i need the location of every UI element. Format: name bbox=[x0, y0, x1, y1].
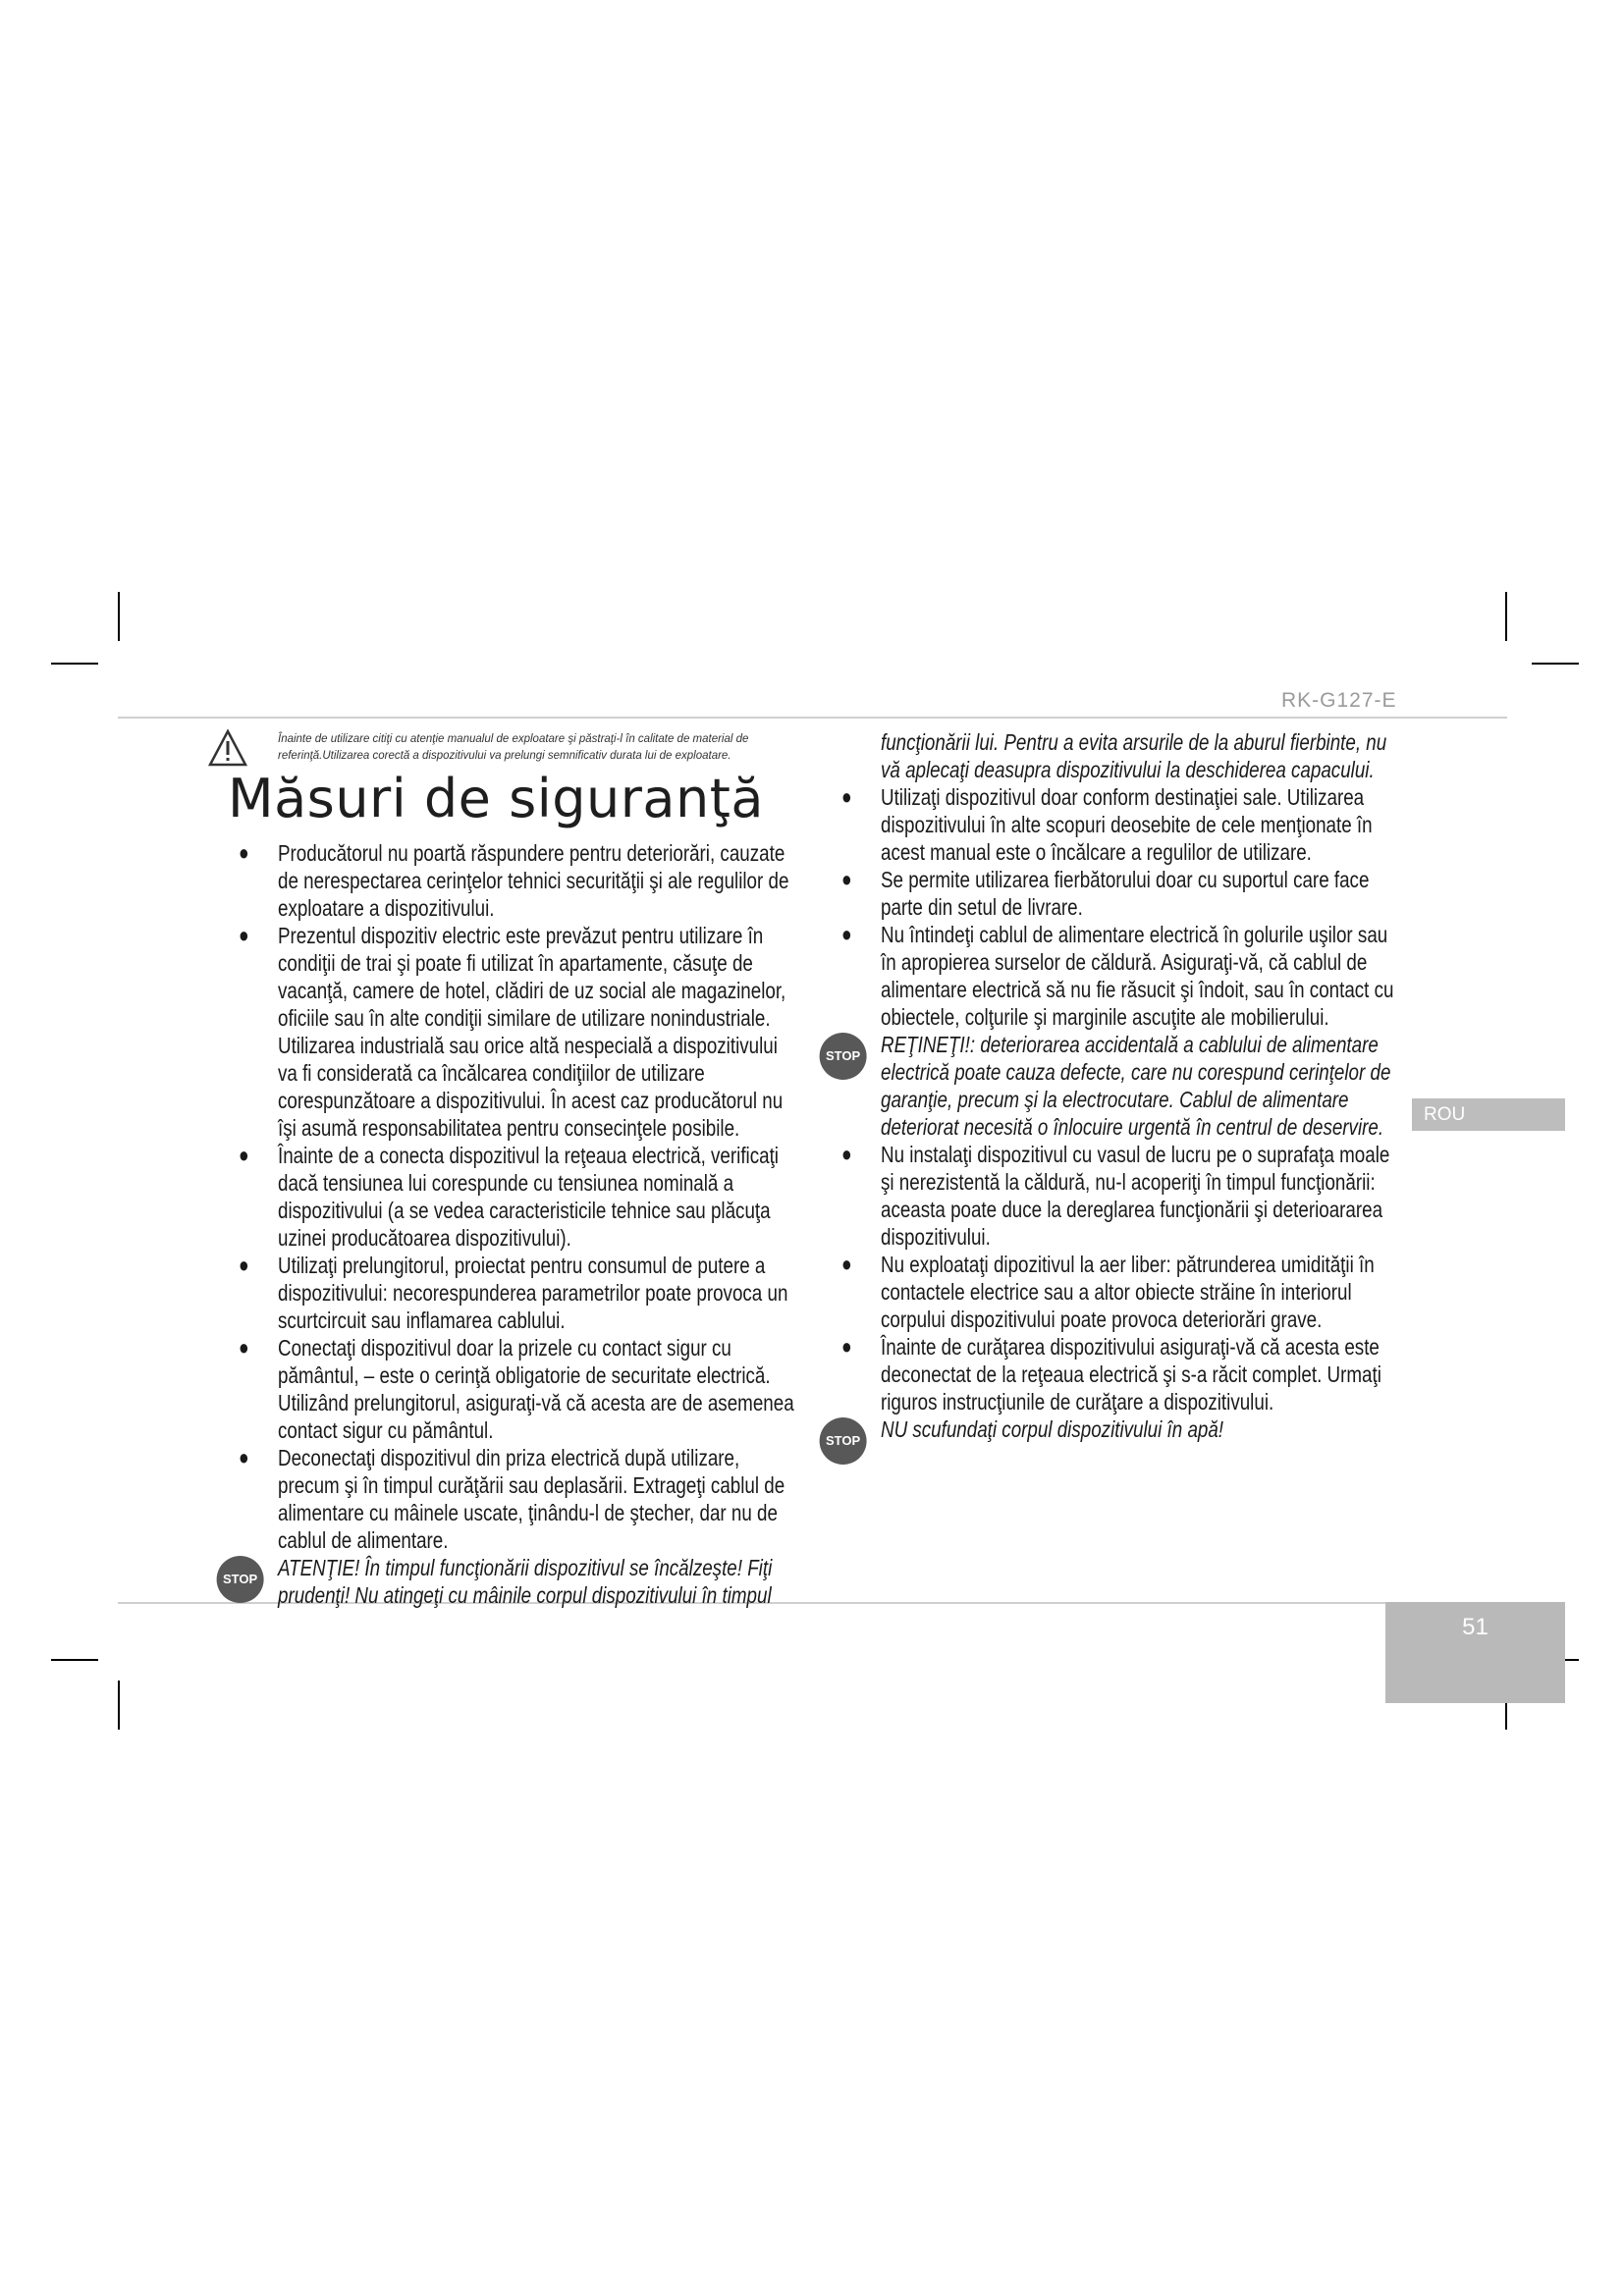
bullet-item bbox=[841, 921, 1405, 1031]
crop-mark bbox=[51, 663, 98, 665]
item-text: Se permite utilizarea fierbătorului doar cu suportul care face parte din setul de livrare. bbox=[881, 867, 1370, 920]
stop-icon: STOP bbox=[820, 1033, 867, 1080]
item-text: Conectaţi dispozitivul doar la prizele cu contact sigur cu pământul, – este o cerinţă obligatorie de securitate electrică. Utilizând prelungitorul, asiguraţi-vă că acesta are de asemenea contact sigur cu pământul. bbox=[278, 1335, 794, 1443]
page-number: 51 bbox=[1385, 1602, 1565, 1703]
stop-warning-item bbox=[223, 1554, 796, 1609]
item-text: ATENŢIE! În timpul funcţionării dispozitivul se încălzeşte! Fiţi prudenţi! Nu atingeţi cu mâinile corpul dispozitivului în timpul bbox=[278, 1555, 773, 1608]
item-text: Utilizaţi dispozitivul doar conform destinaţiei sale. Utilizarea dispozitivului în alte scopuri deosebite de cele menţionate în acest manual este o încălcare a regulilor de utilizare. bbox=[881, 784, 1373, 865]
item-text: Înainte de curăţarea dispozitivului asiguraţi-vă că acesta este deconectat de la reţeaua electrică şi s-a răcit complet. Urmaţi riguros instrucţiunile de curăţare a dispozitivului. bbox=[881, 1334, 1381, 1415]
item-text: Nu instalaţi dispozitivul cu vasul de lucru pe o suprafaţa moale şi nerezistentă la căldură, nu-l acoperiţi în timpul funcţionării: aceasta poate duce la dereglarea funcţionării şi deterioararea dispozitivului. bbox=[881, 1142, 1390, 1250]
bullet-item bbox=[239, 1444, 796, 1554]
bullet-item bbox=[841, 783, 1405, 866]
right-column bbox=[826, 728, 1405, 1448]
item-text: Prezentul dispozitiv electric este prevăzut pentru utilizare în condiţii de trai şi poate fi utilizat în apartamente, căsuţe de vacanţă, camere de hotel, clădiri de uz social ale magazinelor, oficiile sau în alte condiţii similare de utilizare nonindustriale. Utilizarea industrială sau orice altă nespecială a dispozitivului va fi considerată ca încălcarea condiţiilor de utilizare corespunzătoare a dispozitivului. În acest caz producătorul nu îşi asumă responsabilitatea pentru consecinţele posibile. bbox=[278, 923, 786, 1141]
stop-warning-item bbox=[826, 1415, 1405, 1448]
model-number: RK-G127-E bbox=[1281, 689, 1397, 712]
item-text: REŢINEŢI!: deteriorarea accidentală a cablului de alimentare electrică poate cauza defecte, care nu corespund cerinţelor de garanţie, precum şi la electrocutare. Cablul de alimentare deteriorat necesită o înlocuire urgentă în centrul de deservire. bbox=[881, 1032, 1391, 1140]
left-column bbox=[223, 839, 796, 1609]
warning-icon bbox=[208, 728, 247, 768]
bullet-icon: ● bbox=[841, 922, 852, 946]
crop-mark bbox=[1505, 592, 1507, 641]
bullet-item bbox=[841, 866, 1405, 921]
bullet-icon: ● bbox=[239, 840, 249, 865]
bullet-icon: ● bbox=[841, 1334, 852, 1359]
item-text: Înainte de a conecta dispozitivul la reţeaua electrică, verificaţi dacă tensiunea lui corespunde cu tensiunea nominală a dispozitivului (a se vedea caracteristicile tehnice sau plăcuţa uzinei producătoarea dispozitivului). bbox=[278, 1143, 779, 1251]
bullet-icon: ● bbox=[239, 1335, 249, 1360]
bullet-item bbox=[841, 1141, 1405, 1251]
crop-mark bbox=[51, 1659, 98, 1661]
bullet-icon: ● bbox=[841, 867, 852, 891]
crop-mark bbox=[118, 1681, 120, 1730]
crop-mark bbox=[1532, 663, 1579, 665]
bullet-item bbox=[239, 1334, 796, 1444]
bullet-icon: ● bbox=[239, 1445, 249, 1469]
bullet-item bbox=[841, 1333, 1405, 1415]
page-title: Măsuri de siguranţă bbox=[228, 768, 764, 829]
item-text: Deconectaţi dispozitivul din priza electrică după utilizare, precum şi în timpul curăţării sau deplasării. Extrageţi cablul de alimentare cu mâinele uscate, ţinându-l de ştecher, dar nu de cablul de alimentare. bbox=[278, 1445, 785, 1553]
item-text: NU scufundaţi corpul dispozitivului în apă! bbox=[881, 1416, 1224, 1442]
language-tab: ROU bbox=[1412, 1098, 1565, 1131]
bullet-icon: ● bbox=[841, 784, 852, 809]
item-text: Nu exploataţi dipozitivul la aer liber: pătrunderea umidităţii în contactele electrice sau a altor obiecte străine în interiorul corpului dispozitivului poate provoca deteriorări grave. bbox=[881, 1252, 1375, 1332]
bullet-icon: ● bbox=[841, 1142, 852, 1166]
bullet-item bbox=[239, 922, 796, 1142]
bullet-icon: ● bbox=[239, 1253, 249, 1277]
stop-warning-item bbox=[826, 1031, 1405, 1141]
bullet-item bbox=[239, 839, 796, 922]
stop-icon: STOP bbox=[217, 1556, 264, 1603]
bullet-icon: ● bbox=[239, 1143, 249, 1167]
item-text: funcţionării lui. Pentru a evita arsurile de la aburul fierbinte, nu vă aplecaţi deasupra dispozitivului la deschiderea capacului. bbox=[881, 729, 1387, 782]
bullet-icon: ● bbox=[239, 923, 249, 947]
bullet-item bbox=[841, 1251, 1405, 1333]
bullet-icon: ● bbox=[841, 1252, 852, 1276]
intro-note: Înainte de utilizare citiţi cu atenţie manualul de exploatare şi păstraţi-l în calitate de material de referinţă.Utilizarea corectă a dispozitivului va prelungi semnificativ durata lui de exploatare. bbox=[278, 733, 749, 762]
item-text: Producătorul nu poartă răspundere pentru deteriorări, cauzate de nerespectarea cerinţelor tehnici securităţii şi ale regulilor de exploatare a dispozitivului. bbox=[278, 840, 789, 921]
stop-icon: STOP bbox=[820, 1417, 867, 1465]
bullet-item bbox=[239, 1252, 796, 1334]
crop-mark bbox=[118, 592, 120, 641]
item-text: Nu întindeţi cablul de alimentare electrică în golurile uşilor sau în apropierea surselor de căldură. Asiguraţi-vă, că cablul de alimentare electrică să nu fie răsucit şi îndoit, sau în contact cu obiectele, colţurile şi marginile ascuţite ale mobilierului. bbox=[881, 922, 1394, 1030]
bullet-item bbox=[239, 1142, 796, 1252]
item-text: Utilizaţi prelungitorul, proiectat pentru consumul de putere a dispozitivului: necorespunderea parametrilor poate provoca un scurtcircuit sau inflamarea cablului. bbox=[278, 1253, 788, 1333]
continued-text bbox=[881, 728, 1405, 783]
header-rule bbox=[118, 717, 1507, 719]
